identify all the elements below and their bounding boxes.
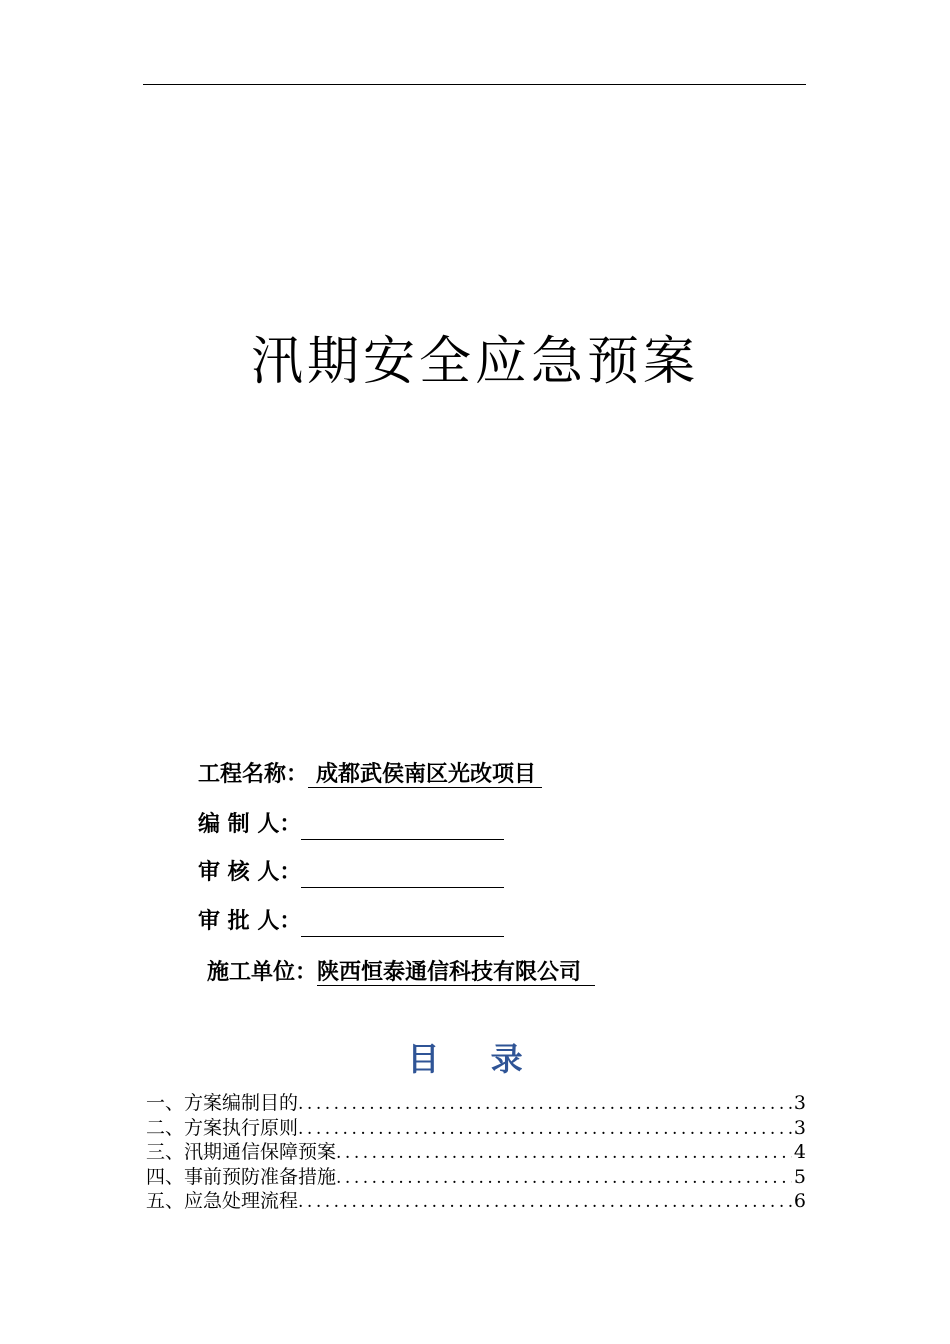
header-rule xyxy=(143,84,806,85)
approver-row xyxy=(198,905,504,937)
toc-leader-dots xyxy=(336,1166,792,1191)
toc-item[interactable] xyxy=(146,1189,806,1214)
contractor-label: 施工单位： xyxy=(207,959,318,985)
contractor-row xyxy=(207,956,595,988)
toc-item[interactable] xyxy=(146,1165,806,1190)
project-name-value: 成都武侯南区光改项目 xyxy=(308,761,542,788)
toc-leader-dots xyxy=(336,1141,792,1166)
document-title: 汛期安全应急预案 xyxy=(250,332,699,392)
toc-item-text: 四、事前预防准备措施 xyxy=(146,1165,337,1188)
toc-item-page: 4 xyxy=(793,1141,806,1163)
toc-leader-dots xyxy=(298,1190,792,1215)
project-name-label: 工程名称： xyxy=(198,761,309,787)
editor-label: 编 制 人： xyxy=(198,811,302,837)
contractor-value: 陕西恒泰通信科技有限公司 xyxy=(317,959,595,986)
toc-item-page: 3 xyxy=(793,1116,806,1139)
project-name-row xyxy=(198,758,542,790)
toc-item-text: 二、方案执行原则 xyxy=(146,1116,299,1139)
toc-item-text: 三、汛期通信保障预案 xyxy=(146,1141,337,1163)
toc-leader-dots xyxy=(298,1117,792,1142)
toc-item-page: 6 xyxy=(793,1190,806,1212)
editor-blank-field xyxy=(301,817,504,840)
approver-label: 审 批 人： xyxy=(198,908,302,934)
toc-item[interactable] xyxy=(146,1116,806,1141)
toc-item[interactable] xyxy=(146,1091,806,1116)
toc-item-text: 五、应急处理流程 xyxy=(146,1190,299,1212)
reviewer-row xyxy=(198,856,504,888)
approver-blank-field xyxy=(301,914,504,937)
editor-row xyxy=(198,808,504,840)
table-of-contents xyxy=(146,1091,806,1214)
toc-item-page: 3 xyxy=(793,1092,806,1114)
toc-item[interactable] xyxy=(146,1140,806,1165)
toc-title: 目 录 xyxy=(407,1040,543,1078)
toc-item-text: 一、方案编制目的 xyxy=(146,1092,299,1114)
reviewer-blank-field xyxy=(301,865,504,888)
reviewer-label: 审 核 人： xyxy=(198,859,302,885)
toc-item-page: 5 xyxy=(793,1165,806,1188)
toc-leader-dots xyxy=(298,1092,792,1117)
